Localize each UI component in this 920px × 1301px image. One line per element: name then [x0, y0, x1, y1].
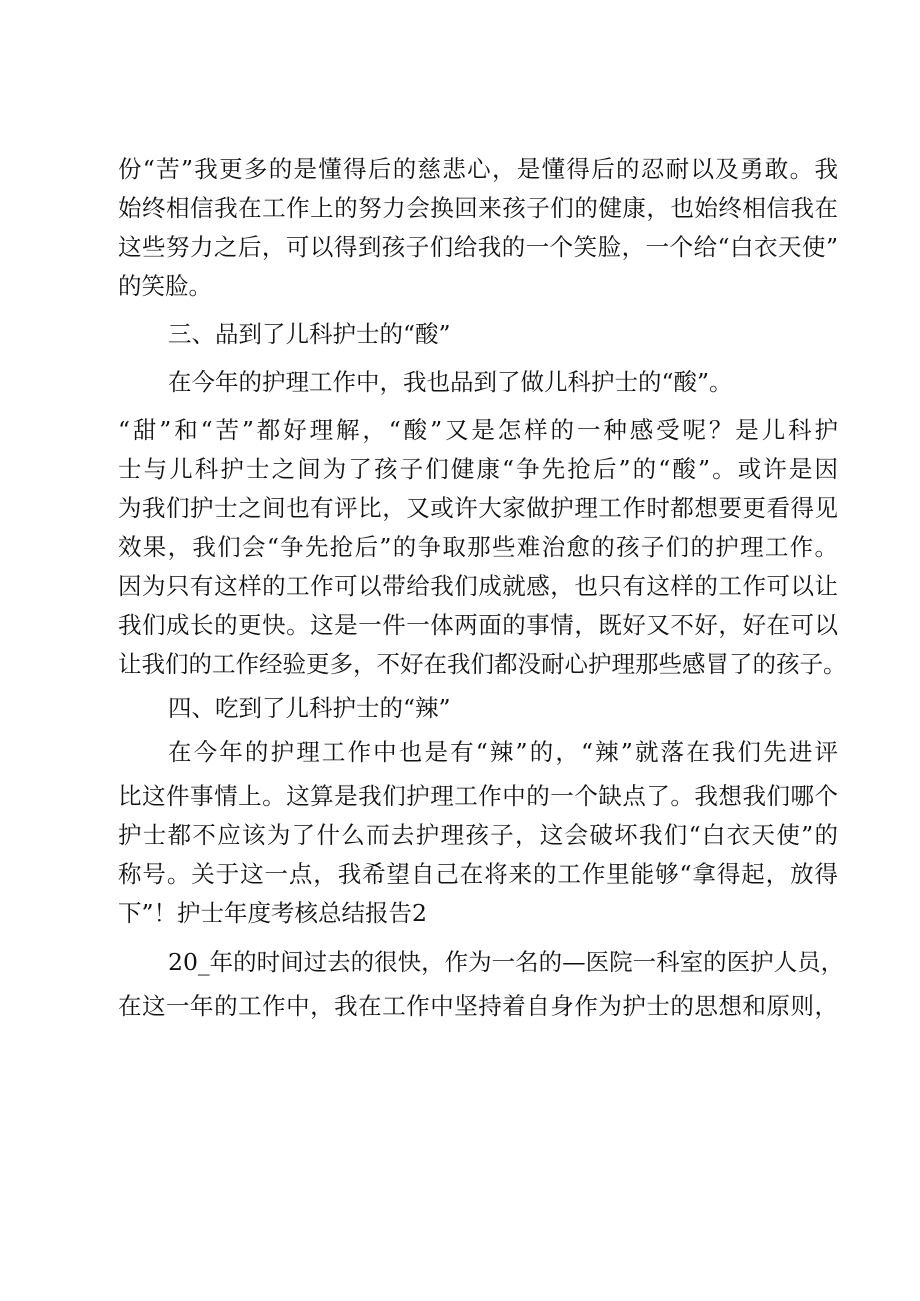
paragraph-line: 始终相信我在工作上的努力会换回来孩子们的健康，也始终相信我在 — [118, 194, 838, 222]
paragraph-line: 效果，我们会“争先抢后”的争取那些难治愈的孩子们的护理工作。 — [118, 533, 838, 561]
section-heading: 三、品到了儿科护士的“酸” — [168, 320, 451, 348]
paragraph-line: 我们成长的更快。这是一件一体两面的事情，既好又不好，好在可以 — [118, 611, 838, 639]
paragraph-line: 比这件事情上。这算是我们护理工作中的一个缺点了。我想我们哪个 — [118, 782, 838, 810]
paragraph-line: 士与儿科护士之间为了孩子们健康“争先抢后”的“酸”。或许是因 — [118, 455, 838, 483]
document-body — [118, 150, 847, 1026]
paragraph-line: 让我们的工作经验更多，不好在我们都没耐心护理那些感冒了的孩子。 — [118, 650, 847, 678]
paragraph-line: 护士都不应该为了什么而去护理孩子，这会破坏我们“白衣天使”的 — [118, 821, 838, 849]
paragraph-line: “甜”和“苦”都好理解，“酸”又是怎样的一种感受呢？是儿科护 — [118, 416, 838, 444]
paragraph-line: 在今年的护理工作中，我也品到了做儿科护士的“酸”。 — [168, 368, 733, 396]
paragraph-line: 份“苦”我更多的是懂得后的慈悲心，是懂得后的忍耐以及勇敢。我 — [118, 155, 838, 183]
paragraph-line: 下”！护士年度考核总结报告2 — [118, 899, 427, 927]
paragraph-line: 的笑脸。 — [118, 272, 212, 300]
paragraph-line: 在这一年的工作中，我在工作中坚持着自身作为护士的思想和原则， — [118, 992, 838, 1020]
paragraph-line: 这些努力之后，可以得到孩子们给我的一个笑脸，一个给“白衣天使” — [118, 233, 838, 261]
paragraph-line: 为我们护士之间也有评比，又或许大家做护理工作时都想要更看得见 — [118, 494, 838, 522]
paragraph-line: 称号。关于这一点，我希望自己在将来的工作里能够“拿得起，放得 — [118, 860, 838, 888]
paragraph-line: 20_年的时间过去的很快，作为一名的—医院一科室的医护人员， — [168, 948, 845, 976]
section-heading: 四、吃到了儿科护士的“辣” — [168, 694, 451, 722]
paragraph-line: 因为只有这样的工作可以带给我们成就感，也只有这样的工作可以让 — [118, 572, 838, 600]
paragraph-line: 在今年的护理工作中也是有“辣”的，“辣”就落在我们先进评 — [168, 738, 838, 766]
